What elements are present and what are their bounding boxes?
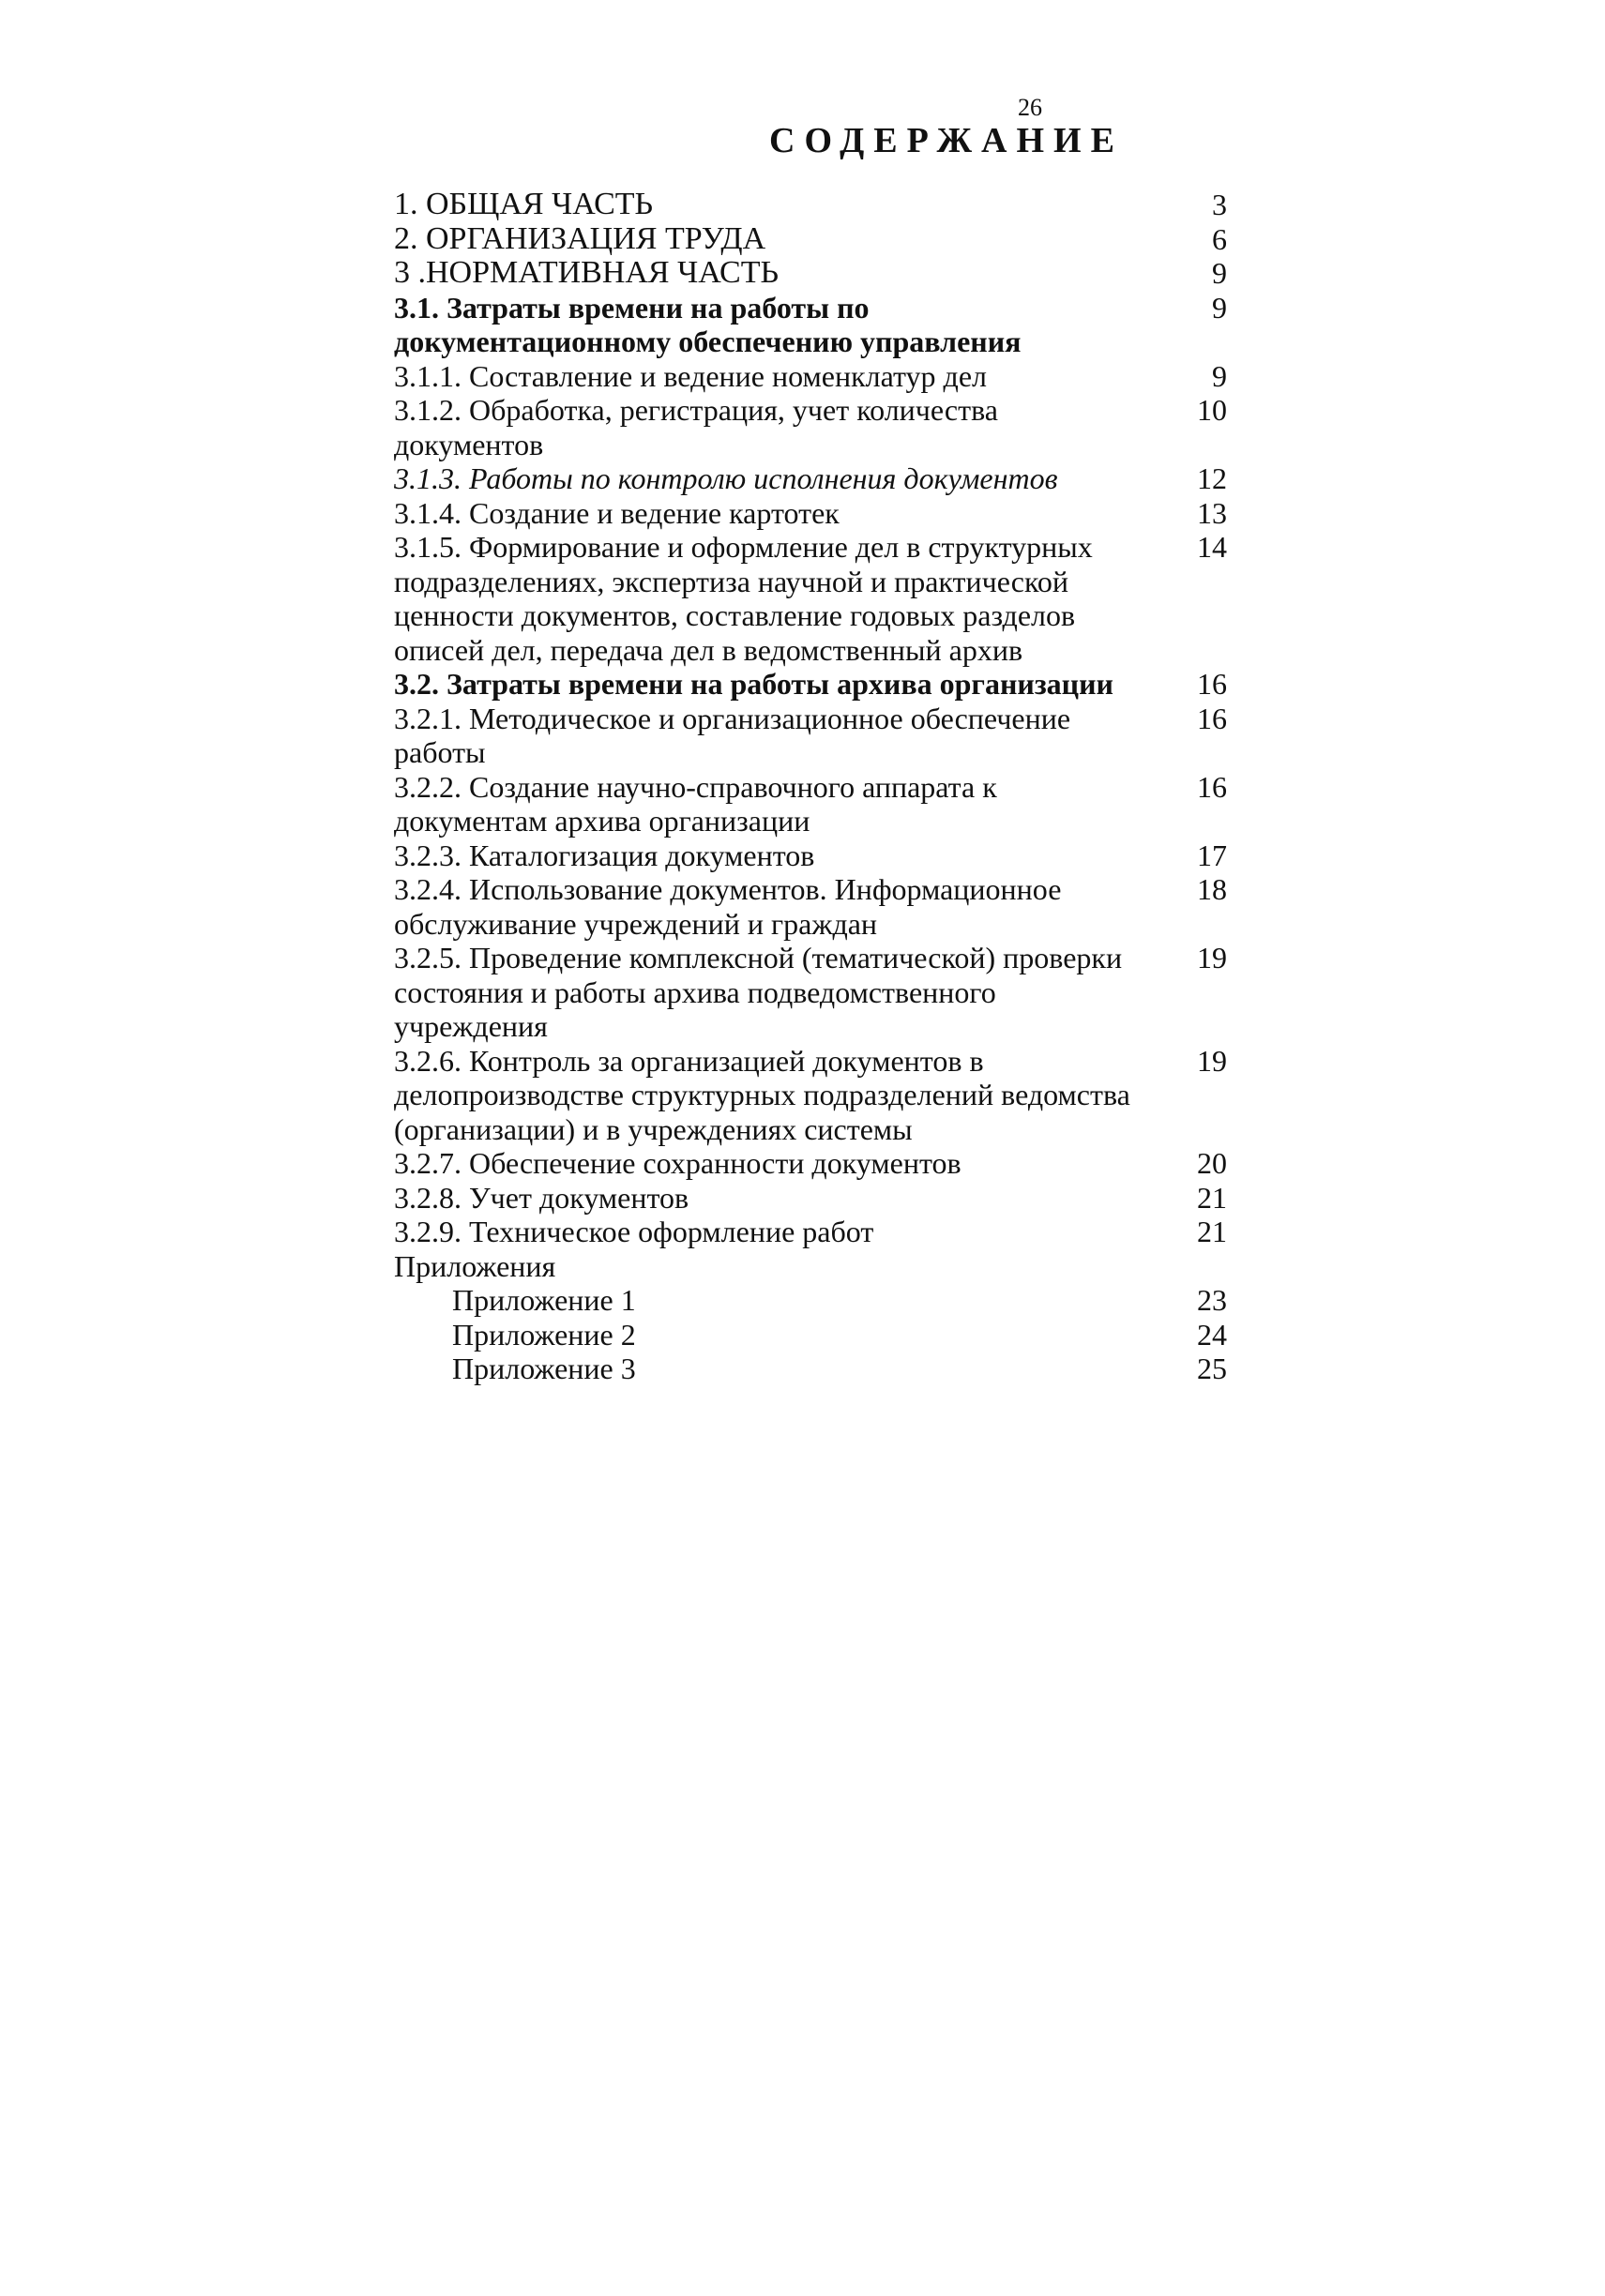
- page-title: СОДЕРЖАНИЕ: [769, 121, 1124, 160]
- toc-entry-page: 3: [1212, 188, 1227, 221]
- toc-entry-label: 3.2.2. Создание научно-справочного аппарата к документам архива организации: [394, 769, 997, 838]
- toc-entry-label: 3.2.8. Учет документов: [394, 1180, 689, 1215]
- toc-entry: [394, 461, 1276, 496]
- page-number: 26: [1018, 94, 1042, 121]
- toc-entry-page: 23: [1197, 1283, 1227, 1317]
- toc-entry-page: 21: [1197, 1180, 1227, 1215]
- toc-entry: [394, 1352, 1276, 1386]
- toc-entry-label: 1. ОБЩАЯ ЧАСТЬ: [394, 187, 654, 221]
- toc-entry: [394, 291, 1276, 359]
- toc-entry-page: 9: [1212, 256, 1227, 290]
- toc-entry-label: Приложения: [394, 1248, 556, 1283]
- toc-entry-page: 13: [1197, 495, 1227, 530]
- toc-entry-label: 3.2. Затраты времени на работы архива организации: [394, 667, 1113, 701]
- toc-entry-page: 21: [1197, 1215, 1227, 1248]
- toc-entry: [394, 222, 1276, 257]
- toc-entry-label: Приложение 1: [452, 1283, 636, 1317]
- toc-entry: [394, 1318, 1276, 1352]
- toc-entry-page: 24: [1197, 1317, 1227, 1352]
- toc-entry-page: 16: [1197, 769, 1227, 804]
- toc-entry-label: 3.2.9. Техническое оформление работ: [394, 1215, 874, 1248]
- toc-entry-label: 3.1.4. Создание и ведение картотек: [394, 495, 840, 530]
- toc-entry-label: Приложение 2: [452, 1317, 636, 1352]
- toc-entry-label: 3.2.4. Использование документов. Информационное обслуживание учреждений и граждан: [394, 872, 1062, 941]
- toc-entry: [394, 941, 1276, 1044]
- toc-entry-label: 3 .НОРМАТИВНАЯ ЧАСТЬ: [394, 255, 780, 290]
- toc-entry-page: 25: [1197, 1352, 1227, 1385]
- toc-entry-page: 12: [1197, 461, 1227, 495]
- toc-entry: [394, 530, 1276, 667]
- toc-entry: [394, 1283, 1276, 1318]
- toc-entry: [394, 1215, 1276, 1249]
- toc-entry: [394, 1146, 1276, 1181]
- toc-entry: [394, 496, 1276, 531]
- toc-entry-page: 6: [1212, 221, 1227, 256]
- toc-entry-label: Приложение 3: [452, 1352, 636, 1385]
- toc-entry-label: 3.2.7. Обеспечение сохранности документов: [394, 1146, 961, 1180]
- toc-entry-label: 3.1.1. Составление и ведение номенклатур дел: [394, 358, 987, 393]
- table-of-contents: [394, 188, 1276, 1386]
- toc-entry-page: 20: [1197, 1146, 1227, 1180]
- toc-entry-page: 16: [1197, 667, 1227, 701]
- toc-entry-label: 3.2.3. Каталогизация документов: [394, 838, 815, 872]
- toc-entry-page: 9: [1212, 290, 1227, 325]
- toc-entry: [394, 359, 1276, 394]
- toc-entry: [394, 1044, 1276, 1147]
- toc-entry-page: 10: [1197, 393, 1227, 427]
- toc-entry-label: 3.2.5. Проведение комплексной (тематической) проверки состояния и работы архива подведомственного учреждения: [394, 941, 1123, 1043]
- toc-entry: [394, 702, 1276, 770]
- toc-entry-page: 17: [1197, 838, 1227, 872]
- toc-entry-label: 2. ОРГАНИЗАЦИЯ ТРУДА: [394, 220, 766, 256]
- toc-entry-page: 19: [1197, 941, 1227, 974]
- toc-entry: [394, 770, 1276, 838]
- toc-entry: [394, 872, 1276, 941]
- toc-entry: [394, 256, 1276, 291]
- toc-entry: [394, 838, 1276, 873]
- toc-entry-label: 3.1.2. Обработка, регистрация, учет количества документов: [394, 393, 998, 461]
- toc-entry-page: 14: [1197, 530, 1227, 564]
- toc-entry-page: 18: [1197, 872, 1227, 906]
- toc-entry-label: 3.1.5. Формирование и оформление дел в структурных подразделениях, экспертиза научной и практической ценности документов, составление годовых разделов описей дел, передача дел в ведомственный архив: [394, 530, 1093, 667]
- toc-entry: [394, 188, 1276, 222]
- toc-entry: [394, 667, 1276, 702]
- toc-entry: [394, 1249, 1276, 1284]
- toc-entry-page: 16: [1197, 701, 1227, 735]
- toc-entry-page: 19: [1197, 1043, 1227, 1078]
- toc-entry-label: 3.1.3. Работы по контролю исполнения документов: [394, 461, 1058, 495]
- toc-entry-label: 3.2.1. Методическое и организационное обеспечение работы: [394, 701, 1071, 769]
- toc-entry-label: 3.2.6. Контроль за организацией документов в делопроизводстве структурных подразделений ведомства (организации) и в учреждениях системы: [394, 1043, 1130, 1146]
- toc-entry-page: 9: [1212, 358, 1227, 393]
- toc-entry: [394, 1181, 1276, 1216]
- toc-entry: [394, 393, 1276, 461]
- toc-entry-label: 3.1. Затраты времени на работы по документационному обеспечению управления: [394, 290, 1022, 358]
